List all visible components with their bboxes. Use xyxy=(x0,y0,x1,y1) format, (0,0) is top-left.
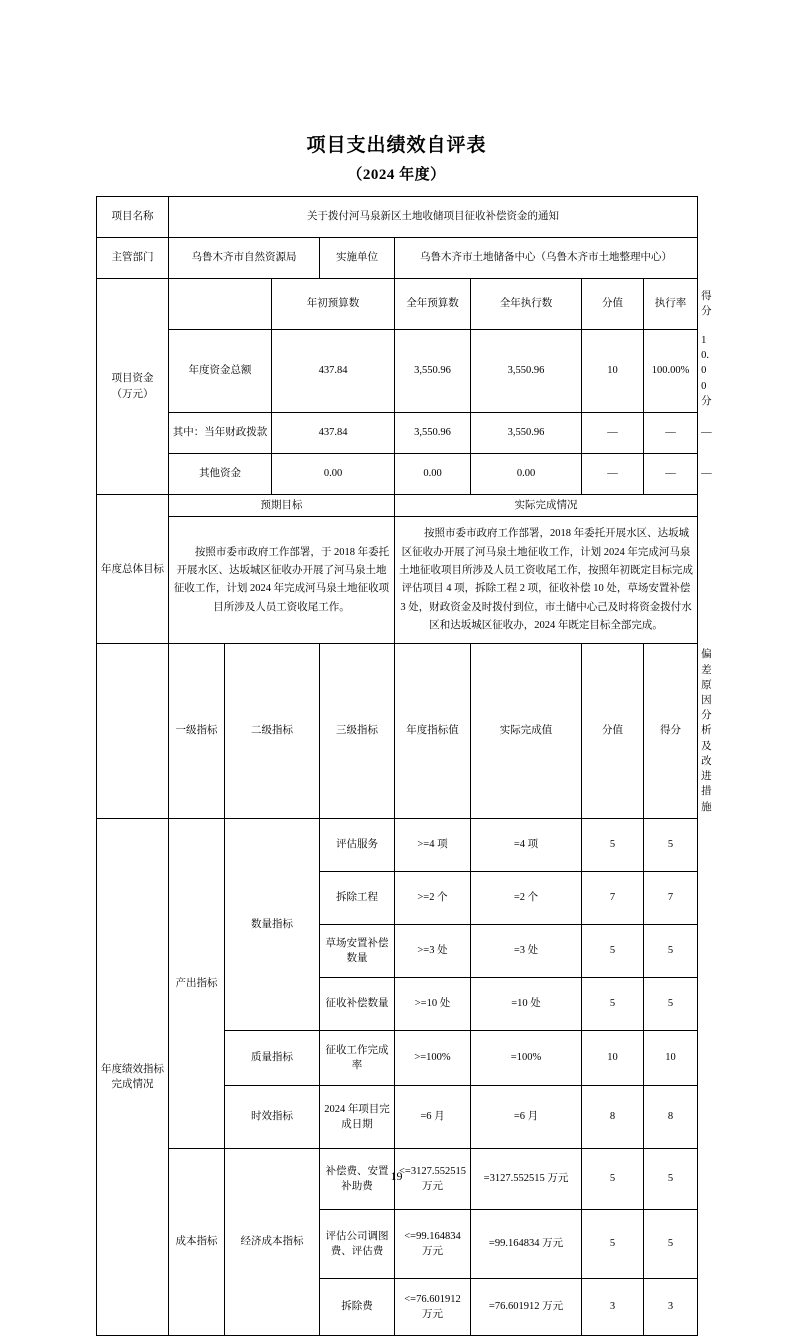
exec-unit-value: 乌鲁木齐市土地储备中心（乌鲁木齐市土地整理中心） xyxy=(395,238,698,279)
indicator-actual-value: =99.164834 万元 xyxy=(471,1209,582,1278)
funds-row-initial-budget: 437.84 xyxy=(272,330,395,413)
page-subtitle: （2024 年度） xyxy=(347,167,446,183)
page-title: 项目支出绩效自评表 xyxy=(306,135,487,156)
indicator-header-target-value: 年度指标值 xyxy=(395,644,471,818)
funds-annual-budget-header: 全年预算数 xyxy=(395,279,471,330)
funds-row-initial-budget: 0.00 xyxy=(272,454,395,495)
funds-row-name: 年度资金总额 xyxy=(169,330,272,413)
expected-goal-text: 按照市委市政府工作部署，于 2018 年委托开展水区、达坂城区征收办开展了河马泉土地征收工作，计划 2024 年完成河马泉土地征收项目所涉及人员工资收尾工作。 xyxy=(169,517,395,644)
indicator-actual-value: =10 处 xyxy=(471,977,582,1030)
indicator-score-value: 5 xyxy=(582,977,644,1030)
indicator-score: 5 xyxy=(644,1209,698,1278)
indicator-score-value: 5 xyxy=(582,818,644,871)
indicator-actual-value: =3127.552515 万元 xyxy=(471,1148,582,1209)
page-number: 19 xyxy=(390,1169,403,1183)
indicator-score: 3 xyxy=(644,1278,698,1335)
indicator-score-value: 7 xyxy=(582,871,644,924)
indicator-level1-cost: 成本指标 xyxy=(169,1148,225,1335)
funds-row-annual-executed: 0.00 xyxy=(471,454,582,495)
indicator-score: 5 xyxy=(644,1148,698,1209)
funds-label-text: 项目资金 xyxy=(111,373,154,385)
indicator-level3: 征收补偿数量 xyxy=(320,977,395,1030)
actual-result-header: 实际完成情况 xyxy=(395,495,698,517)
funds-score-value-header: 分值 xyxy=(582,279,644,330)
document-page xyxy=(0,130,793,1320)
funds-row-annual-budget: 3,550.96 xyxy=(395,413,471,454)
indicator-header-score-value: 分值 xyxy=(582,644,644,818)
indicator-score-value: 8 xyxy=(582,1085,644,1148)
funds-row-score-value: — xyxy=(582,454,644,495)
project-name-label: 项目名称 xyxy=(97,197,169,238)
funds-row-initial-budget: 437.84 xyxy=(272,413,395,454)
funds-row-exec-rate: 100.00% xyxy=(644,330,698,413)
indicator-level2: 数量指标 xyxy=(225,818,320,1030)
indicator-target-value: >=4 项 xyxy=(395,818,471,871)
indicator-header-level3: 三级指标 xyxy=(320,644,395,818)
indicator-score-value: 10 xyxy=(582,1030,644,1085)
funds-rowname-header xyxy=(169,279,272,330)
indicator-level3: 补偿费、安置补助费 xyxy=(320,1148,395,1209)
indicator-actual-value: =2 个 xyxy=(471,871,582,924)
indicator-target-value: >=100% xyxy=(395,1030,471,1085)
indicator-header-blank xyxy=(97,644,169,818)
indicator-target-value: <=76.601912 万元 xyxy=(395,1278,471,1335)
indicator-score: 5 xyxy=(644,818,698,871)
table-row-funds-other: 其他资金 0.00 0.00 0.00 — — — xyxy=(97,454,698,495)
funds-row-annual-executed: 3,550.96 xyxy=(471,413,582,454)
funds-row-score-value: — xyxy=(582,413,644,454)
indicator-level2: 时效指标 xyxy=(225,1085,320,1148)
table-row-project-name xyxy=(97,197,698,238)
table-row-indicator-header: 一级指标 二级指标 三级指标 年度指标值 实际完成值 分值 得分 偏差原因分析及改进措施 xyxy=(97,644,698,818)
indicator-level3: 2024 年项目完成日期 xyxy=(320,1085,395,1148)
funds-row-annual-budget: 3,550.96 xyxy=(395,330,471,413)
indicator-score: 5 xyxy=(644,977,698,1030)
indicator-actual-value: =4 项 xyxy=(471,818,582,871)
indicator-score-value: 3 xyxy=(582,1278,644,1335)
indicator-score-value: 5 xyxy=(582,924,644,977)
indicator-section-label: 年度绩效指标完成情况 xyxy=(97,818,169,1335)
indicator-actual-value: =100% xyxy=(471,1030,582,1085)
project-name-value: 关于拨付河马泉新区土地收储项目征收补偿资金的通知 xyxy=(169,197,698,238)
indicator-score-value: 5 xyxy=(582,1148,644,1209)
funds-annual-executed-header: 全年执行数 xyxy=(471,279,582,330)
exec-unit-label: 实施单位 xyxy=(320,238,395,279)
table-row-funds-total: 年度资金总额 437.84 3,550.96 3,550.96 10 100.00% 10.00 分 xyxy=(97,330,698,413)
indicator-target-value: >=2 个 xyxy=(395,871,471,924)
indicator-header-actual-value: 实际完成值 xyxy=(471,644,582,818)
indicator-level3: 评估服务 xyxy=(320,818,395,871)
indicator-actual-value: =3 处 xyxy=(471,924,582,977)
indicator-header-level1: 一级指标 xyxy=(169,644,225,818)
indicator-level3: 草场安置补偿数量 xyxy=(320,924,395,977)
indicator-actual-value: =76.601912 万元 xyxy=(471,1278,582,1335)
indicator-level3: 征收工作完成率 xyxy=(320,1030,395,1085)
cost-level2: 经济成本指标 xyxy=(225,1148,320,1335)
funds-label xyxy=(97,279,169,495)
funds-row-name: 其他资金 xyxy=(169,454,272,495)
performance-self-evaluation-table xyxy=(96,196,712,1336)
indicator-score: 5 xyxy=(644,924,698,977)
indicator-score: 8 xyxy=(644,1085,698,1148)
indicator-score: 7 xyxy=(644,871,698,924)
indicator-score: 10 xyxy=(644,1030,698,1085)
funds-row-annual-executed: 3,550.96 xyxy=(471,330,582,413)
table-row-funds-header: 项目资金 （万元） 年初预算数 全年预算数 全年执行数 分值 执行率 得分 xyxy=(97,279,698,330)
indicator-actual-value: =6 月 xyxy=(471,1085,582,1148)
indicator-header-level2: 二级指标 xyxy=(225,644,320,818)
indicator-target-value: <=3127.552515 万元 xyxy=(395,1148,471,1209)
table-row-goal-header xyxy=(97,495,698,517)
table-row-department xyxy=(97,238,698,279)
department-label: 主管部门 xyxy=(97,238,169,279)
department-value: 乌鲁木齐市自然资源局 xyxy=(169,238,320,279)
indicator-header-score: 得分 xyxy=(644,644,698,818)
actual-result-text: 按照市委市政府工作部署，2018 年委托开展水区、达坂城区征收办开展了河马泉土地征收工作，计划 2024 年完成河马泉土地征收项目所涉及人员工资收尾工作，按照年初既定目标完成评估项目 4 项，拆除工程 2 项，征收补偿 10 处，草场安置补偿 3 处，财政资金及时拨付到位，市土储中心己及时将资金拨付水区和达坂城区征收办，2024 年既定目标全部完成。 xyxy=(395,517,698,644)
expected-goal-header: 预期目标 xyxy=(169,495,395,517)
funds-row-exec-rate: — xyxy=(644,454,698,495)
indicator-target-value: =6 月 xyxy=(395,1085,471,1148)
table-row-indicator xyxy=(97,818,698,871)
funds-exec-rate-header: 执行率 xyxy=(644,279,698,330)
indicator-level3: 评估公司调图费、评估费 xyxy=(320,1209,395,1278)
indicator-level3: 拆除费 xyxy=(320,1278,395,1335)
funds-row-name: 其中：当年财政拨款 xyxy=(169,413,272,454)
annual-goal-label: 年度总体目标 xyxy=(97,495,169,644)
funds-row-exec-rate: — xyxy=(644,413,698,454)
indicator-target-value: >=10 处 xyxy=(395,977,471,1030)
funds-initial-budget-header: 年初预算数 xyxy=(272,279,395,330)
funds-row-score-value: 10 xyxy=(582,330,644,413)
table-row-goal-text xyxy=(97,517,698,644)
indicator-level2: 质量指标 xyxy=(225,1030,320,1085)
funds-unit-text: （万元） xyxy=(111,388,154,400)
indicator-score-value: 5 xyxy=(582,1209,644,1278)
indicator-target-value: <=99.164834 万元 xyxy=(395,1209,471,1278)
indicator-level1-output: 产出指标 xyxy=(169,818,225,1148)
funds-row-annual-budget: 0.00 xyxy=(395,454,471,495)
table-row-funds-fiscal: 其中：当年财政拨款 437.84 3,550.96 3,550.96 — — — xyxy=(97,413,698,454)
indicator-level3: 拆除工程 xyxy=(320,871,395,924)
indicator-target-value: >=3 处 xyxy=(395,924,471,977)
